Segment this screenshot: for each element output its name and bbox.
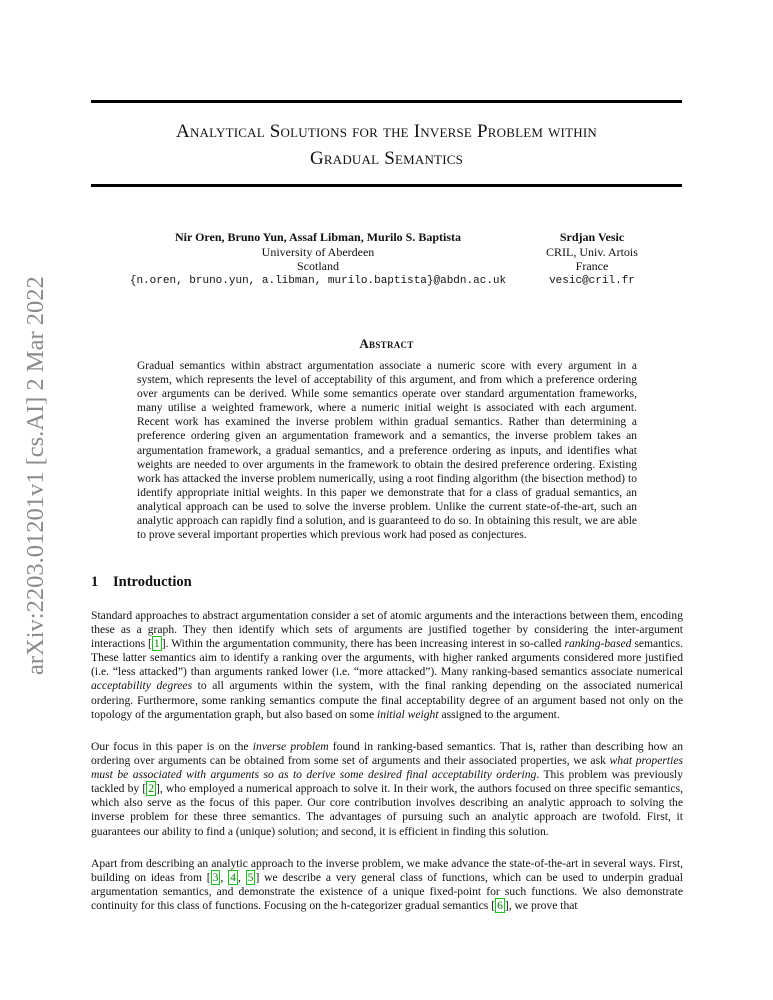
author-block-aberdeen xyxy=(128,230,508,288)
arxiv-identifier: arXiv:2203.01201v1 [cs.AI] 2 Mar 2022 xyxy=(22,276,49,675)
author-affiliation: University of Aberdeen xyxy=(261,244,375,259)
section-number: 1 xyxy=(91,574,99,590)
section-heading xyxy=(91,574,192,591)
author-affiliation: CRIL, Univ. Artois xyxy=(546,244,638,259)
title-line-2: Gradual Semantics xyxy=(309,148,464,169)
abstract-heading: Abstract xyxy=(359,336,414,351)
citation-link[interactable]: 6 xyxy=(497,899,503,913)
author-email[interactable]: {n.oren, bruno.yun, a.libman, murilo.baptista}@abdn.ac.uk xyxy=(129,274,507,287)
citation-link[interactable]: 1 xyxy=(153,637,160,651)
author-location: Scotland xyxy=(297,259,339,273)
paragraph-2: Our focus in this paper is on the inverse problem found in ranking-based semantics. That is, rather than describing how an ordering over arguments can be obtained from some set of arguments and their associated properties, we ask what properties must be associated with arguments so as to derive some desired final acceptability ordering. This problem was previously tackled by [ 2 ], who employed a numerical approach to solve it. In their work, the authors focused on three specific semantics, which also serve as the focus of this paper. Our core contribution involves describing an analytic approach to solving the inverse problem for these three semantics. The advantages of pursuing such an analytic approach are twofold. First, it guarantees our ability to find a (unique) solution; and second, it is efficient in finding this solution. xyxy=(91,740,683,838)
author-email[interactable]: vesic@cril.fr xyxy=(549,274,635,287)
author-names: Srdjan Vesic xyxy=(559,230,625,244)
citation-link[interactable]: 3 xyxy=(212,871,219,885)
citation-link[interactable]: 4 xyxy=(230,871,236,885)
paper-title xyxy=(91,118,682,172)
paragraph-1: Standard approaches to abstract argumentation consider a set of atomic arguments and the interactions between them, encoding these as a graph. They then identify which sets of arguments are justified together by considering the inter-argument interactions [ 1 ]. Within the argumentation community, there has been increasing interest in so-called ranking-based semantics. These latter semantics aim to identify a ranking over the arguments, with higher ranked arguments considered more justified (i.e. “less attacked”) than arguments ranked lower (i.e. “more attacked”). Many ranking-based semantics associate numerical acceptability degrees to all arguments within the system, with the final ranking depending on the associated numerical ordering. Furthermore, some ranking semantics compute the final acceptability degree of an argument based not only on the topology of the argumentation graph, but also based on some initial weight assigned to the argument. xyxy=(91,609,683,721)
title-line-1: Analytical Solutions for the Inverse Problem within xyxy=(176,121,597,142)
author-location: France xyxy=(575,259,609,273)
title-bottom-rule xyxy=(91,184,682,187)
title-top-rule xyxy=(91,100,682,103)
citation-link[interactable]: 2 xyxy=(148,782,154,796)
section-title: Introduction xyxy=(113,574,192,590)
paragraph-3: Apart from describing an analytic approach to the inverse problem, we make advance the state-of-the-art in several ways. First, building on ideas from [ 3 , 4 , 5 ] we describe a very general class of functions, which can be used to underpin gradual argumentation semantics, and demonstrate the existence of a unique fixed-point for such functions. We also demonstrate continuity for this class of functions. Focusing on the h-categorizer gradual semantics [ 6 ], we prove that xyxy=(91,857,684,913)
author-block-artois xyxy=(530,230,654,288)
abstract-text: Gradual semantics within abstract argumentation associate a numeric score with every argument in a system, which represents the level of acceptability of this argument, and from which a preference ordering over arguments can be derived. While some semantics operate over standard argumentation frameworks, many utilise a weighted framework, where a numeric initial weight is associated with each argument. Recent work has examined the inverse problem within gradual semantics. Rather than determining a preference ordering given an argumentation framework and a semantics, the inverse problem takes an argumentation framework, a gradual semantics, and a preference ordering as inputs, and identifies what weights are needed to over arguments in the framework to obtain the desired preference ordering. Existing work has attacked the inverse problem numerically, using a root finding algorithm (the bisection method) to identify appropriate initial weights. In this paper we demonstrate that for a class of gradual semantics, an analytical approach can be used to solve the inverse problem. Unlike the current state-of-the-art, such an analytic approach can rapidly find a solution, and is guaranteed to do so. In obtaining this result, we are able to prove several important properties which previous work had posed as conjectures. xyxy=(137,360,637,542)
author-names: Nir Oren, Bruno Yun, Assaf Libman, Murilo S. Baptista xyxy=(174,230,462,244)
citation-link[interactable]: 5 xyxy=(247,871,254,885)
